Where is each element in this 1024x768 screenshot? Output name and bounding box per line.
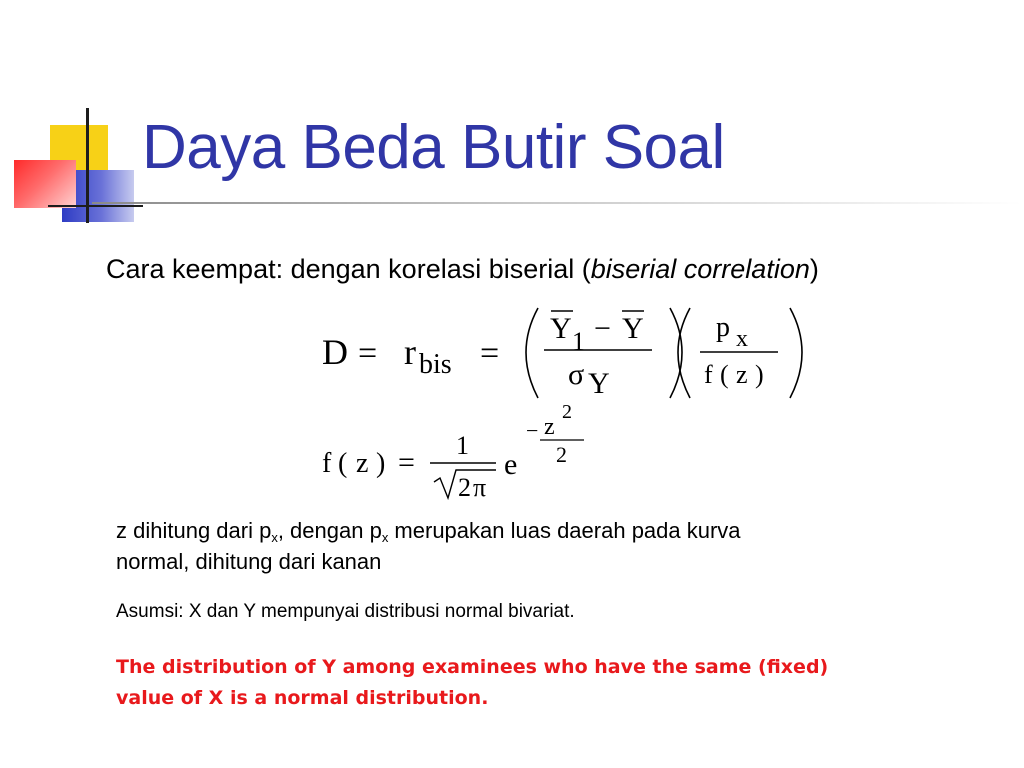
intro-italic-term: biserial correlation	[590, 254, 810, 284]
slide-title: Daya Beda Butir Soal	[142, 113, 725, 182]
note1-part1: z dihitung dari p	[116, 518, 272, 543]
formula-sub-1: 1	[572, 327, 585, 356]
title-underline	[92, 202, 1022, 204]
formula-sigma: σ	[568, 358, 585, 391]
formula-fz-z: z	[736, 360, 748, 389]
formula-minus: −	[594, 312, 611, 345]
intro-text	[106, 249, 866, 289]
formula-equals-2: =	[480, 335, 500, 372]
formula2-f: f	[322, 448, 332, 479]
formula-big-paren-left-2	[678, 308, 690, 398]
formula2-exp-z: z	[544, 414, 555, 440]
intro-text-before: Cara keempat: dengan korelasi biserial (	[106, 254, 591, 284]
formula-Y1: Y	[550, 312, 572, 345]
corner-decoration	[0, 0, 160, 240]
formula-D: D	[322, 332, 348, 372]
formula-sigma-Y: Y	[588, 367, 610, 400]
formula-equals-1: =	[358, 335, 378, 372]
formula-block	[300, 290, 820, 510]
formula-big-paren-left-1	[526, 308, 538, 398]
note-assumption: Asumsi: X dan Y mempunyai distribusi normal bivariat.	[116, 601, 575, 622]
formula2-rparen: )	[376, 448, 386, 479]
intro-text-after: )	[809, 254, 819, 284]
formula2-exp-minus: −	[526, 418, 539, 443]
formula2-equals: =	[398, 446, 415, 479]
formula-fz-lparen: (	[720, 360, 729, 389]
biserial-formula	[322, 308, 802, 400]
formula2-lparen: (	[338, 448, 348, 479]
formula-big-paren-right-2	[790, 308, 802, 398]
formula-bis-subscript: bis	[419, 349, 452, 380]
formula2-numerator-one: 1	[456, 431, 469, 460]
note1-sub2: x	[381, 530, 389, 545]
formula-big-paren-right-1	[670, 308, 682, 398]
note1-part3: merupakan luas daerah pada kurva normal, dihitung dari kanan	[116, 518, 741, 574]
formula-Y-mean: Y	[622, 312, 644, 345]
formula-fz-rparen: )	[755, 360, 764, 389]
formula2-z: z	[356, 448, 369, 479]
formula2-exp-denominator: 2	[556, 442, 567, 467]
formula2-two: 2	[458, 473, 471, 502]
formula2-exp-z-squared: 2	[562, 401, 572, 423]
normal-density-formula	[322, 401, 584, 502]
note1-part2: , dengan p	[277, 518, 382, 543]
note-z-computation	[116, 515, 816, 577]
note1-sub1: x	[271, 530, 278, 545]
note-distribution: The distribution of Y among examinees who have the same (fixed) value of X is a normal distribution.	[116, 656, 829, 709]
decor-red-square	[14, 160, 76, 208]
formula2-pi: π	[473, 473, 487, 502]
decor-horizontal-line	[48, 205, 143, 207]
formula2-e: e	[504, 448, 518, 481]
formula-p: p	[716, 312, 730, 343]
formula-px-subscript: x	[736, 326, 748, 352]
formula-r: r	[404, 332, 416, 372]
formula-f: f	[704, 360, 713, 389]
